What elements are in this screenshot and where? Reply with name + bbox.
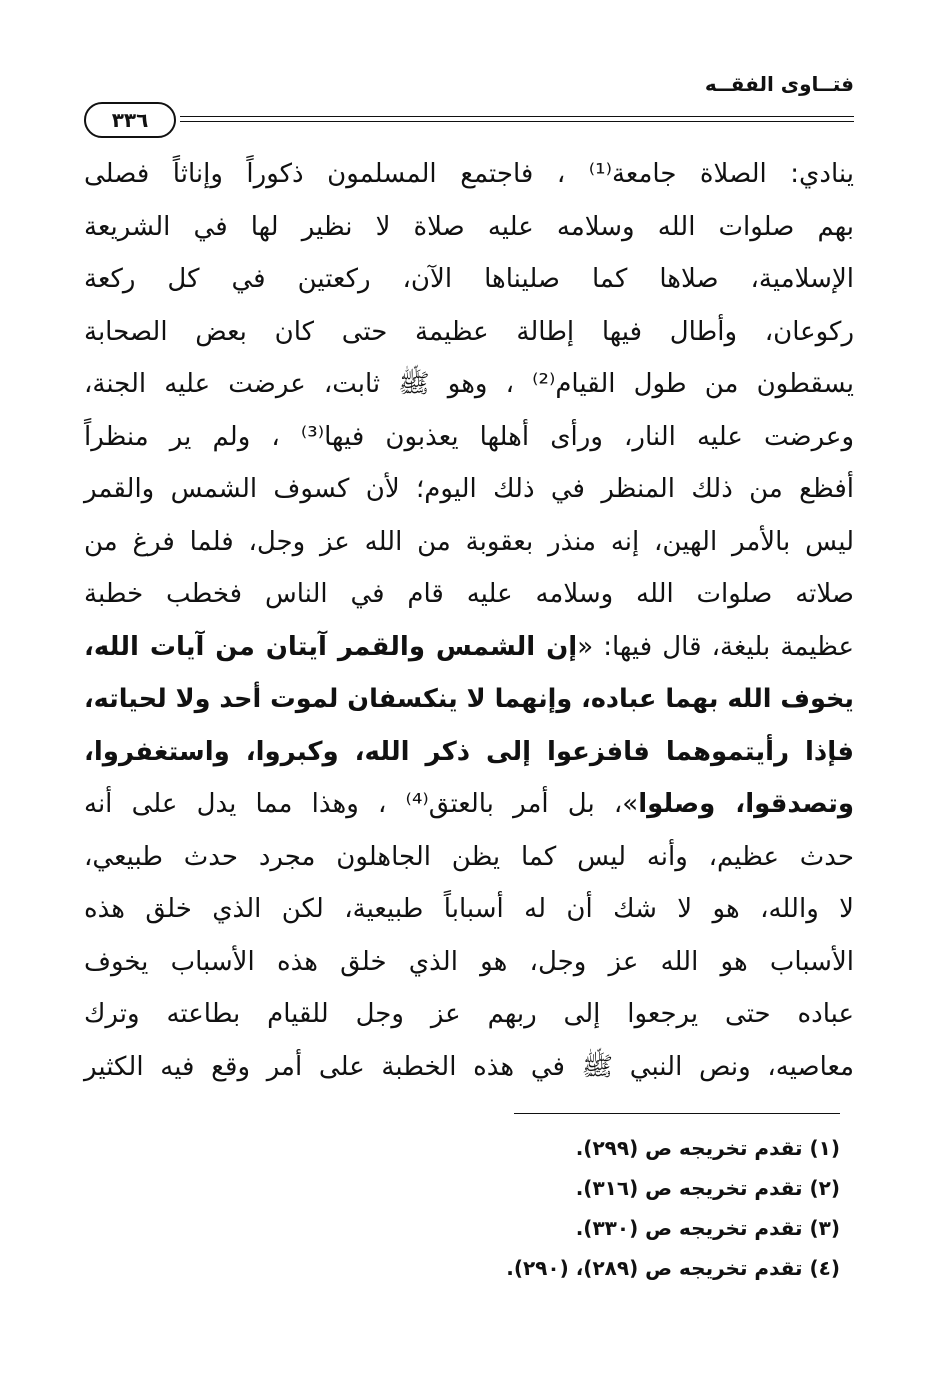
body-line xyxy=(84,516,854,569)
body-line xyxy=(84,883,854,936)
footnote-separator xyxy=(514,1113,840,1114)
body-line xyxy=(84,148,854,201)
body-text-segment: صلاته صلوات الله وسلامه عليه قام في الناس فخطب خطبة xyxy=(84,579,854,609)
body-line xyxy=(84,778,854,831)
page-header xyxy=(84,72,854,132)
hadith-quote-text: إن الشمس والقمر آيتان من آيات الله، xyxy=(84,631,578,662)
body-text-segment: معاصيه، ونص النبي ﷺ في هذه الخطبة على أمر وقع فيه الكثير xyxy=(84,1051,854,1082)
body-line xyxy=(84,568,854,621)
body-text-segment: عباده حتى يرجعوا إلى ربهم عز وجل للقيام بطاعته وترك xyxy=(84,999,854,1029)
body-text xyxy=(84,148,854,1093)
body-line xyxy=(84,726,854,779)
body-line xyxy=(84,936,854,989)
body-line xyxy=(84,358,854,411)
header-rule xyxy=(180,116,854,117)
body-text-segment: بهم صلوات الله وسلامه عليه صلاة لا نظير لها في الشريعة xyxy=(84,211,854,242)
footnotes xyxy=(340,1128,840,1288)
body-line xyxy=(84,253,854,306)
body-line xyxy=(84,306,854,359)
body-line xyxy=(84,988,854,1041)
footnote: (٢) تقدم تخريجه ص (٣١٦). xyxy=(575,1176,840,1200)
body-text-segment: ركوعان، وأطال فيها إطالة عظيمة حتى كان بعض الصحابة xyxy=(84,316,854,347)
header-rule-double xyxy=(180,121,854,122)
running-title: فتــاوى الفقــه xyxy=(704,72,854,96)
body-text-segment: »، بل أمر بالعتق⁽⁴⁾ ، وهذا مما يدل على أنه xyxy=(84,789,639,819)
body-text-segment: يسقطون من طول القيام⁽²⁾ ، وهو ﷺ ثابت، عرضت عليه الجنة، xyxy=(84,369,855,399)
hadith-quote-text: يخوف الله بهما عباده، وإنهما لا ينكسفان لموت أحد ولا لحياته، xyxy=(84,684,854,714)
hadith-quote-text: وتصدقوا، وصلوا xyxy=(638,789,854,819)
body-text-segment: أفظع من ذلك المنظر في ذلك اليوم؛ لأن كسوف الشمس والقمر xyxy=(84,474,854,504)
body-text-segment: حدث عظيم، وأنه ليس كما يظن الجاهلون مجرد حدث طبيعي، xyxy=(84,841,854,872)
body-text-segment: عظيمة بليغة، قال فيها: « xyxy=(577,631,854,662)
body-line xyxy=(84,621,854,674)
body-text-segment: الإسلامية، صلاها كما صليناها الآن، ركعتين في كل ركعة xyxy=(84,264,854,294)
hadith-quote-text: فإذا رأيتموهما فافزعوا إلى ذكر الله، وكبروا، واستغفروا، xyxy=(84,736,854,767)
page-number: ٣٣٦ xyxy=(84,102,176,138)
body-line xyxy=(84,1041,854,1094)
footnote: (٣) تقدم تخريجه ص (٣٣٠). xyxy=(575,1216,840,1240)
footnote: (١) تقدم تخريجه ص (٢٩٩). xyxy=(575,1136,840,1160)
body-text-segment: ينادي: الصلاة جامعة⁽¹⁾ ، فاجتمع المسلمون ذكوراً وإناثاً فصلى xyxy=(84,159,854,189)
body-line xyxy=(84,463,854,516)
body-line xyxy=(84,831,854,884)
body-text-segment: الأسباب هو الله عز وجل، هو الذي خلق هذه الأسباب يخوف xyxy=(84,946,854,977)
body-text-segment: ليس بالأمر الهين، إنه منذر بعقوبة من الله عز وجل، فلما فرغ من xyxy=(84,526,854,557)
body-line xyxy=(84,673,854,726)
footnote: (٤) تقدم تخريجه ص (٢٨٩)، (٢٩٠). xyxy=(506,1256,840,1280)
body-line xyxy=(84,411,854,464)
body-text-segment: وعرضت عليه النار، ورأى أهلها يعذبون فيها⁽³⁾ ، ولم ير منظراً xyxy=(84,421,855,452)
body-line xyxy=(84,201,854,254)
body-text-segment: لا والله، هو لا شك أن له أسباباً طبيعية، لكن الذي خلق هذه xyxy=(84,894,854,924)
